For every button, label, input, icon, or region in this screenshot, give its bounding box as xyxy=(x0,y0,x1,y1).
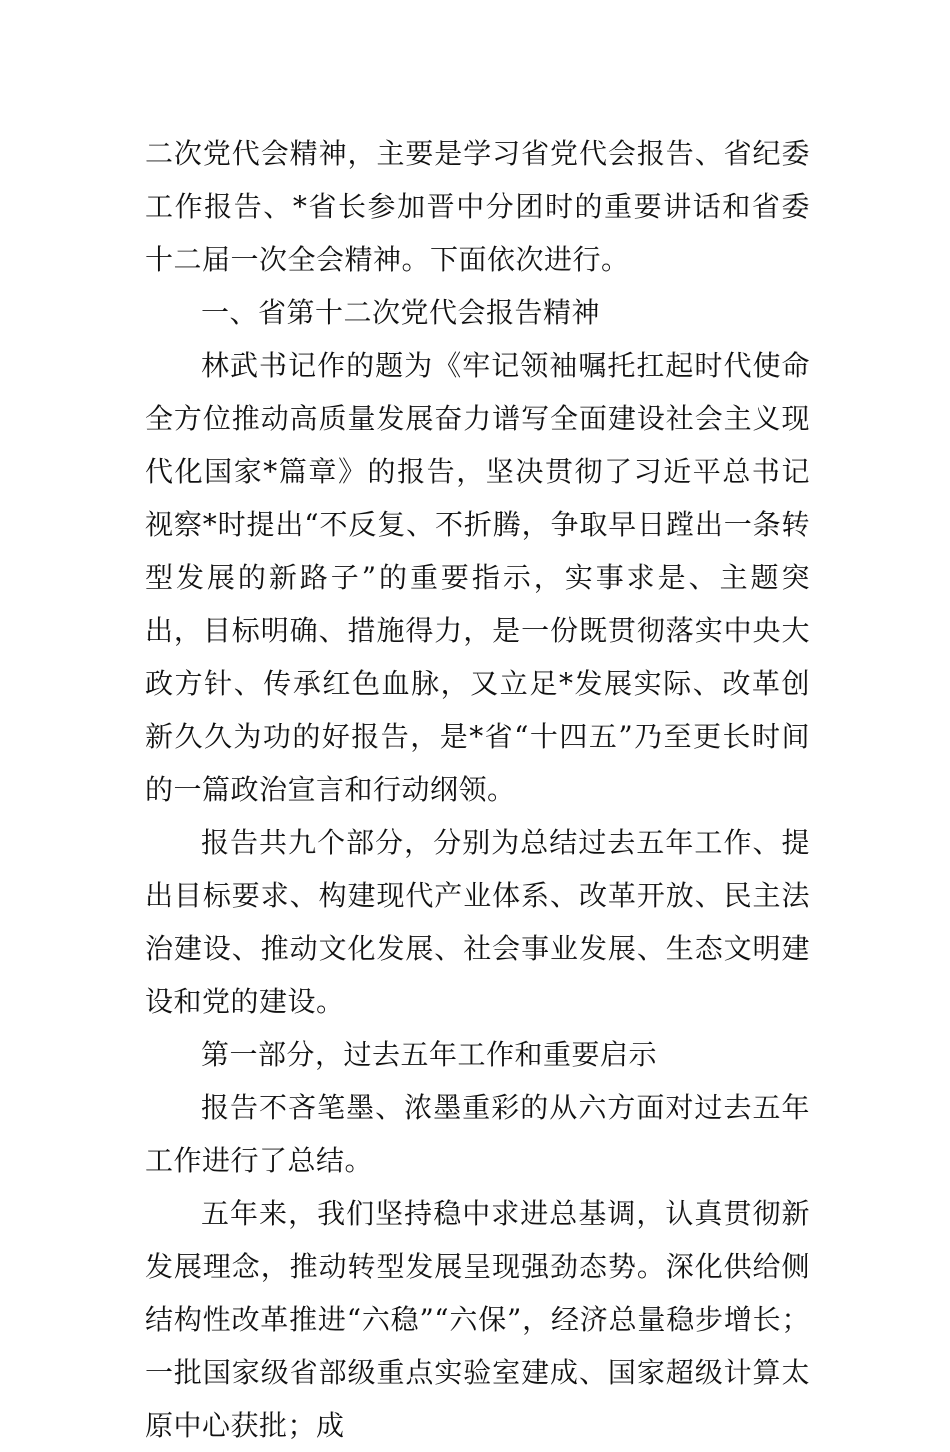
paragraph-report-title: 林武书记作的题为《牢记领袖嘱托扛起时代使命全方位推动高质量发展奋力谱写全面建设社会主义现代化国家*篇章》的报告，坚决贯彻了习近平总书记视察*时提出“不反复、不折腾，争取早日蹚出一条转型发展的新路子”的重要指示，实事求是、主题突出，目标明确、措施得力，是一份既贯彻落实中央大政方针、传承红色血脉，又立足*发展实际、改革创新久久为功的好报告，是*省“十四五”乃至更长时间的一篇政治宣言和行动纲领。 xyxy=(145,349,810,806)
part-heading-1: 第一部分，过去五年工作和重要启示 xyxy=(201,1038,658,1071)
paragraph-summary: 报告不吝笔墨、浓墨重彩的从六方面对过去五年工作进行了总结。 xyxy=(145,1091,810,1177)
section-heading-1: 一、省第十二次党代会报告精神 xyxy=(201,296,601,329)
document-body xyxy=(145,127,810,1452)
paragraph-intro-continuation: 二次党代会精神，主要是学习省党代会报告、省纪委工作报告、*省长参加晋中分团时的重要讲话和省委十二届一次全会精神。下面依次进行。 xyxy=(145,137,810,276)
paragraph-five-years: 五年来，我们坚持稳中求进总基调，认真贯彻新发展理念，推动转型发展呈现强劲态势。深化供给侧结构性改革推进“六稳”“六保”，经济总量稳步增长；一批国家级省部级重点实验室建成、国家超级计算太原中心获批；成 xyxy=(145,1197,810,1442)
paragraph-report-structure: 报告共九个部分，分别为总结过去五年工作、提出目标要求、构建现代产业体系、改革开放、民主法治建设、推动文化发展、社会事业发展、生态文明建设和党的建设。 xyxy=(145,826,810,1018)
